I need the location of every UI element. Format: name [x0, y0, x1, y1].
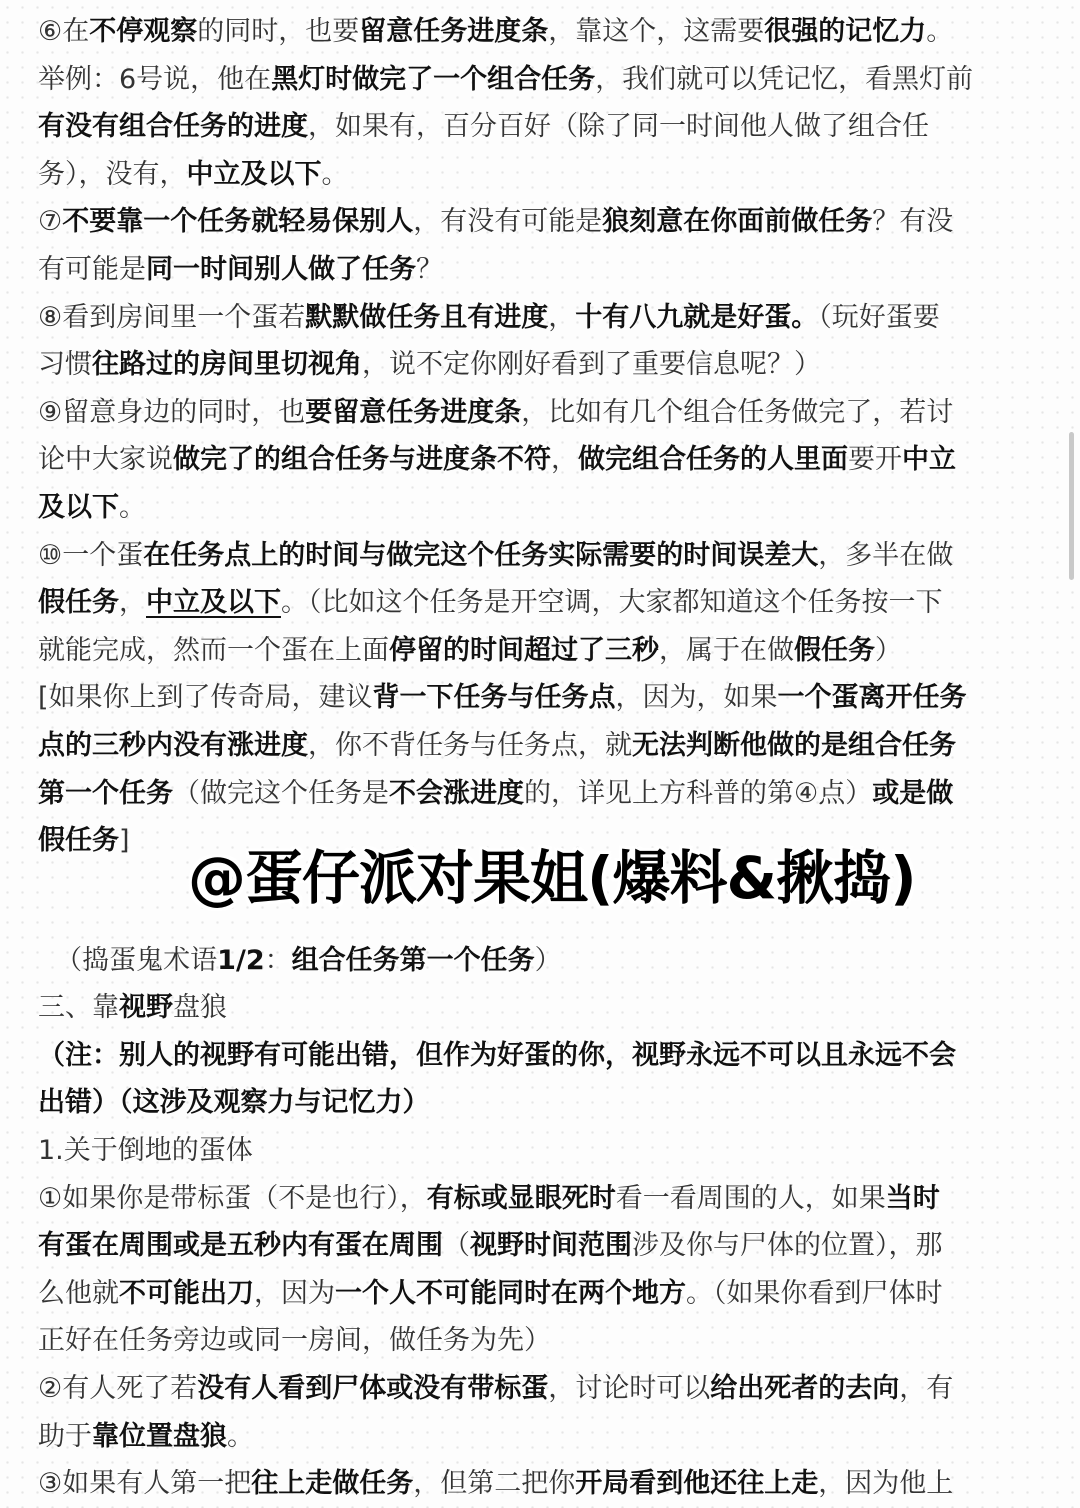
text-segment: （捣蛋鬼术语 — [38, 944, 218, 976]
text-line — [38, 1460, 1038, 1508]
bold-text: 往上走做任务 — [251, 1468, 414, 1500]
text-segment: 习惯 — [38, 349, 92, 381]
text-line — [38, 198, 1038, 246]
text-segment: 务），没有， — [38, 158, 187, 190]
text-segment: ，但第二把你 — [413, 1468, 576, 1500]
text-segment: 要开 — [848, 444, 902, 476]
bold-text: 留意任务进度条 — [359, 16, 549, 47]
text-segment: 正好在任务旁边或同一房间，做任务为先） — [38, 1325, 551, 1357]
text-line — [38, 627, 1038, 675]
text-segment: 。 — [321, 158, 349, 190]
bold-text: 组合任务第一个任务 — [291, 944, 535, 976]
text-line — [38, 484, 1038, 532]
text-segment: 。 — [119, 491, 146, 523]
text-segment: 举例：6号说，他在 — [38, 63, 272, 95]
bold-text: 靠位置盘狼 — [92, 1420, 227, 1452]
bold-text: 往路过的房间里切视角 — [92, 349, 362, 381]
text-line — [38, 1127, 1038, 1175]
bold-text: 一个蛋离开任务 — [777, 682, 967, 714]
text-segment: ，说不定你刚好看到了重要信息呢？） — [362, 349, 821, 381]
text-segment: ， — [119, 587, 146, 619]
text-segment: ，属于在做 — [659, 634, 794, 666]
text-segment: 。 — [926, 16, 954, 47]
text-line — [38, 1175, 1038, 1223]
text-segment: 。（如果你看到尸体时 — [686, 1277, 943, 1309]
text-segment: ，我们就可以凭记忆，看黑灯前 — [595, 63, 974, 95]
text-segment: 三、靠 — [38, 992, 119, 1024]
text-segment: ，有没有可能是 — [413, 206, 603, 238]
text-segment: 助于 — [38, 1420, 92, 1452]
text-segment: ） — [534, 944, 562, 976]
bold-text: 背一下任务与任务点 — [372, 682, 616, 714]
text-line — [38, 56, 1038, 104]
text-line — [38, 389, 1038, 437]
text-line — [38, 246, 1038, 294]
bold-text: 同一时间别人做了任务 — [146, 253, 416, 285]
text-segment: 就能完成，然而一个蛋在上面 — [38, 634, 389, 666]
text-segment: ，因为，如果 — [615, 682, 778, 714]
bold-text: 视野 — [119, 992, 173, 1024]
text-segment: 。 — [227, 1420, 254, 1452]
text-segment: ⑩一个蛋 — [38, 539, 144, 571]
text-segment: 么他就 — [38, 1277, 119, 1309]
text-line — [38, 532, 1038, 580]
text-segment: ？有没 — [872, 206, 954, 238]
text-line — [38, 341, 1038, 389]
watermark-text: @蛋仔派对果姐(爆料&揪捣) — [188, 844, 916, 912]
text-line — [38, 8, 1038, 56]
bold-text: 给出死者的去向 — [710, 1373, 900, 1405]
text-line — [38, 151, 1038, 199]
bold-text: 十有八九就是好蛋。 — [575, 301, 819, 333]
text-segment: 的同时，也要 — [197, 16, 360, 47]
text-line — [38, 294, 1038, 342]
text-segment: （玩好蛋要 — [818, 301, 940, 333]
text-segment: 涉及你与尸体的位置），那 — [632, 1230, 943, 1262]
bold-text: 当时 — [885, 1182, 940, 1214]
bold-text: 要留意任务进度条 — [305, 396, 522, 428]
bold-text: 无法判断他做的是组合任务 — [632, 729, 956, 761]
bold-text: 假任务 — [794, 634, 875, 666]
text-line — [38, 1032, 1038, 1080]
bold-text: （注：别人的视野有可能出错，但作为好蛋的你，视野永远不可以且永远不会 — [38, 1039, 956, 1071]
text-segment: ⑨留意身边的同时，也 — [38, 396, 306, 428]
bold-text: 视野时间范围 — [470, 1230, 632, 1262]
text-segment: ⑥在 — [38, 16, 90, 47]
text-segment: ②有人死了若 — [38, 1373, 198, 1405]
bold-text: 默默做任务且有进度 — [305, 301, 549, 333]
text-segment: 盘狼 — [173, 992, 227, 1024]
bold-text: 1/2 — [217, 944, 265, 976]
scrollbar-thumb[interactable] — [1069, 432, 1074, 580]
text-segment: ，讨论时可以 — [548, 1373, 711, 1405]
text-line — [38, 674, 1038, 722]
text-segment: 。（比如这个任务是开空调，大家都知道这个任务按一下 — [281, 587, 943, 619]
bold-text: 不会涨进度 — [389, 777, 524, 809]
bold-text: 或是做 — [872, 777, 954, 809]
bold-text: 第一个任务 — [38, 777, 173, 809]
bold-text: 有蛋在周围或是五秒内有蛋在周围 — [38, 1230, 443, 1262]
text-segment: ，因为他上 — [818, 1468, 954, 1500]
bold-text: 一个人不可能同时在两个地方 — [335, 1277, 686, 1309]
bold-text: 及以下 — [38, 491, 119, 523]
text-segment: ， — [551, 444, 578, 476]
text-segment: ] — [119, 825, 130, 857]
text-segment: ⑧看到房间里一个蛋若 — [38, 301, 306, 333]
text-segment: 有可能是 — [38, 253, 146, 285]
text-line — [38, 103, 1038, 151]
bold-text: 假任务 — [38, 587, 119, 619]
text-line — [38, 770, 1038, 818]
text-segment: ，如果有，百分百好（除了同一时间他人做了组合任 — [308, 111, 929, 143]
text-line — [38, 1270, 1038, 1318]
text-segment: 的，详见上方科普的第④点） — [524, 777, 873, 809]
text-segment: ，多半在做 — [818, 539, 954, 571]
text-segment: ，你不背任务与任务点，就 — [308, 729, 632, 761]
document-body — [38, 8, 1038, 1508]
text-segment: （ — [443, 1230, 470, 1262]
bold-text: 中立 — [902, 444, 956, 476]
text-segment: ，靠这个，这需要 — [548, 16, 765, 47]
bold-text: 假任务 — [38, 825, 119, 857]
text-line — [38, 1222, 1038, 1270]
bold-text: 中立及以下 — [186, 158, 322, 190]
bold-text: 停留的时间超过了三秒 — [389, 634, 659, 666]
text-segment: ： — [264, 944, 292, 976]
bold-text: 没有人看到尸体或没有带标蛋 — [197, 1373, 549, 1405]
text-line — [38, 1413, 1038, 1461]
text-segment: ⑦ — [38, 206, 63, 238]
text-segment: 看一看周围的人，如果 — [615, 1182, 886, 1214]
bold-text: 狼刻意在你面前做任务 — [602, 206, 873, 238]
text-line — [38, 436, 1038, 484]
text-segment: ，有 — [899, 1373, 954, 1405]
text-segment: 论中大家说 — [38, 444, 173, 476]
bold-text: 有没有组合任务的进度 — [38, 111, 308, 143]
text-line — [38, 1317, 1038, 1365]
bold-text: 做完了的组合任务与进度条不符 — [173, 444, 551, 476]
bold-text: 做完组合任务的人里面 — [578, 444, 848, 476]
text-segment: ？ — [416, 253, 443, 285]
text-segment: ③如果有人第一把 — [38, 1468, 252, 1500]
bold-text: 不要靠一个任务就轻易保别人 — [62, 206, 414, 238]
text-line — [38, 1365, 1038, 1413]
bold-text: 点的三秒内没有涨进度 — [38, 729, 308, 761]
text-segment: ， — [548, 301, 576, 333]
text-segment: [如果你上到了传奇局，建议 — [38, 682, 373, 714]
text-line — [38, 579, 1038, 627]
bold-text: 不可能出刀 — [119, 1277, 254, 1309]
bold-text: 开局看到他还往上走 — [575, 1468, 819, 1500]
text-line — [38, 984, 1038, 1032]
text-segment: （做完这个任务是 — [173, 777, 389, 809]
bold-text: 中立及以下 — [146, 587, 281, 619]
text-segment: ，比如有几个组合任务做完了，若讨 — [521, 396, 954, 428]
text-segment: ，因为 — [254, 1277, 335, 1309]
bold-text: 不停观察 — [89, 16, 198, 47]
text-segment: ） — [875, 634, 902, 666]
text-segment: ①如果你是带标蛋（不是也行）， — [38, 1182, 427, 1214]
bold-text: 很强的记忆力 — [764, 16, 927, 47]
bold-text: 在任务点上的时间与做完这个任务实际需要的时间误差大 — [143, 539, 819, 571]
bold-text: 有标或显眼死时 — [426, 1182, 616, 1214]
text-line — [38, 937, 1038, 985]
text-segment: 1.关于倒地的蛋体 — [38, 1135, 253, 1167]
bold-text: 黑灯时做完了一个组合任务 — [271, 63, 596, 95]
text-line — [38, 1079, 1038, 1127]
text-line — [38, 722, 1038, 770]
bold-text: 出错）（这涉及观察力与记忆力） — [38, 1087, 430, 1119]
